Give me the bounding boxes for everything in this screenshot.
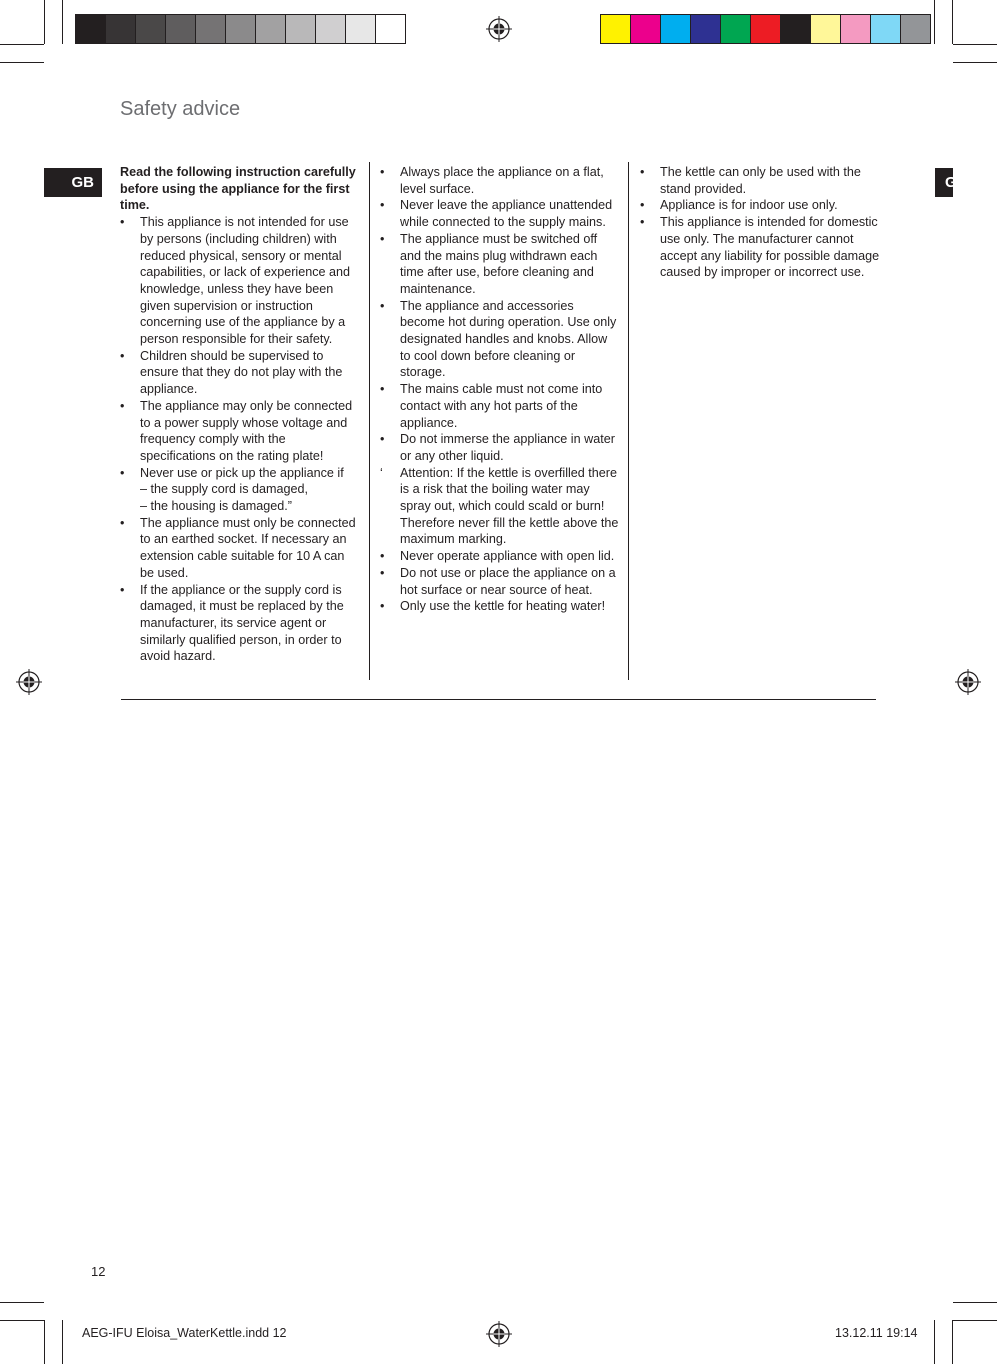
color-swatch xyxy=(76,15,106,43)
slug-file-info: AEG-IFU Eloisa_WaterKettle.indd 12 xyxy=(82,1326,287,1340)
list-item-text: Appliance is for indoor use only. xyxy=(660,198,838,213)
registration-mark-icon xyxy=(16,669,42,695)
grayscale-calibration-bar xyxy=(75,14,406,44)
registration-mark-icon xyxy=(955,669,981,695)
bullet-icon: • xyxy=(380,599,385,614)
list-item-text: The appliance and accessories become hot during operation. Use only designated handles and knobs. Allow to cool down before cleaning or storage. xyxy=(400,298,617,380)
bullet-icon: • xyxy=(380,231,385,246)
list-item xyxy=(640,197,880,214)
color-swatch xyxy=(316,15,346,43)
bullet-icon: • xyxy=(380,565,385,580)
language-tab-gb: GB xyxy=(44,168,102,197)
list-item xyxy=(120,214,360,348)
crop-mark xyxy=(0,62,44,63)
color-swatch xyxy=(871,15,901,43)
color-swatch xyxy=(721,15,751,43)
list-item xyxy=(120,465,360,515)
crop-mark xyxy=(934,0,935,44)
crop-mark xyxy=(953,1302,997,1303)
safety-list-1 xyxy=(120,214,360,665)
list-item-text: Attention: If the kettle is overfilled there is a risk that the boiling water may spray out, which could scald or burn! Therefore never fill the kettle above the maximum marking. xyxy=(400,465,619,547)
list-item-text: The kettle can only be used with the stand provided. xyxy=(660,165,861,196)
list-item xyxy=(120,582,360,666)
list-item-text: Always place the appliance on a flat, level surface. xyxy=(400,165,604,196)
color-swatch xyxy=(226,15,256,43)
color-swatch xyxy=(691,15,721,43)
crop-mark xyxy=(953,62,997,63)
list-item xyxy=(380,381,620,431)
bullet-icon: • xyxy=(380,165,385,179)
list-item-text: Children should be supervised to ensure that they do not play with the appliance. xyxy=(140,348,343,397)
color-swatch xyxy=(376,15,405,43)
color-swatch xyxy=(631,15,661,43)
color-swatch xyxy=(286,15,316,43)
color-calibration-bar xyxy=(600,14,931,44)
list-item-text: This appliance is not intended for use by persons (including children) with reduced physical, sensory or mental capabilities, or lack of experience and knowledge, unless they have been given supervision or instruction concerning use of the appliance by a person responsible for their safety. xyxy=(140,215,351,347)
list-item xyxy=(380,197,620,230)
list-item-text: Never operate appliance with open lid. xyxy=(400,549,615,564)
list-item xyxy=(380,231,620,298)
color-swatch xyxy=(781,15,811,43)
bullet-icon: • xyxy=(380,549,385,564)
crop-mark xyxy=(952,0,953,44)
safety-list-2 xyxy=(380,164,620,615)
list-item xyxy=(380,431,620,464)
safety-column-1 xyxy=(120,164,360,665)
bullet-icon: • xyxy=(120,215,125,230)
crop-mark xyxy=(62,0,63,44)
crop-mark xyxy=(44,1320,45,1364)
list-item-text: The appliance must only be connected to an earthed socket. If necessary an extension cable suitable for 10 A can be used. xyxy=(140,515,356,580)
list-item-text: The mains cable must not come into contact with any hot parts of the appliance. xyxy=(400,382,603,430)
bullet-icon: • xyxy=(380,382,385,397)
bullet-icon: • xyxy=(120,515,125,530)
color-swatch xyxy=(136,15,166,43)
bullet-icon: • xyxy=(640,165,645,179)
language-tab-next: G xyxy=(935,168,953,197)
column-divider xyxy=(628,162,629,680)
color-swatch xyxy=(841,15,871,43)
safety-list-3 xyxy=(640,164,880,281)
list-item xyxy=(380,164,620,197)
crop-mark xyxy=(44,0,45,44)
list-item xyxy=(640,214,880,281)
page-number: 12 xyxy=(91,1264,106,1279)
bullet-icon: ‘ xyxy=(380,465,383,480)
lead-instruction: Read the following instruction carefully before using the appliance for the first time. xyxy=(120,165,356,213)
list-item-text: Do not use or place the appliance on a hot surface or near source of heat. xyxy=(400,565,616,597)
list-item xyxy=(380,465,620,549)
bullet-icon: • xyxy=(120,348,125,363)
registration-mark-icon xyxy=(486,1321,512,1347)
bullet-icon: • xyxy=(640,198,645,213)
sub-item-text: – the supply cord is damaged, xyxy=(140,482,309,497)
list-item xyxy=(120,398,360,465)
list-item xyxy=(380,565,620,598)
list-item-text: This appliance is intended for domestic use only. The manufacturer cannot accept any liability for possible damage caused by improper or incorrect use. xyxy=(660,215,880,280)
list-item-text: Do not immerse the appliance in water or any other liquid. xyxy=(400,432,615,463)
list-item-text: The appliance may only be connected to a power supply whose voltage and frequency comply with the specifications on the rating plate! xyxy=(140,398,353,463)
color-swatch xyxy=(601,15,631,43)
sub-item-text: – the housing is damaged.” xyxy=(140,499,292,514)
crop-mark xyxy=(952,1320,953,1364)
safety-column-2 xyxy=(380,164,620,615)
list-item xyxy=(120,348,360,398)
list-item xyxy=(380,548,620,565)
bullet-icon: • xyxy=(380,298,385,313)
color-swatch xyxy=(811,15,841,43)
slug-date-info: 13.12.11 19:14 xyxy=(835,1326,918,1340)
page-title: Safety advice xyxy=(120,98,241,120)
color-swatch xyxy=(196,15,226,43)
color-swatch xyxy=(661,15,691,43)
list-item-text: The appliance must be switched off and the mains plug withdrawn each time after use, before cleaning and maintenance. xyxy=(400,231,598,296)
bullet-icon: • xyxy=(120,398,125,413)
list-item-text: Never use or pick up the appliance if xyxy=(140,465,344,480)
color-swatch xyxy=(901,15,930,43)
color-swatch xyxy=(751,15,781,43)
bullet-icon: • xyxy=(120,465,125,480)
bullet-icon: • xyxy=(120,582,125,597)
registration-mark-icon xyxy=(486,16,512,42)
bullet-icon: • xyxy=(380,198,385,213)
bullet-icon: • xyxy=(640,215,645,230)
list-item xyxy=(380,298,620,382)
list-item-text: Only use the kettle for heating water! xyxy=(400,599,606,614)
bullet-icon: • xyxy=(380,432,385,447)
list-item xyxy=(120,515,360,582)
color-swatch xyxy=(166,15,196,43)
crop-mark xyxy=(953,44,997,45)
color-swatch xyxy=(256,15,286,43)
crop-mark xyxy=(0,1320,44,1321)
crop-mark xyxy=(0,1302,44,1303)
color-swatch xyxy=(106,15,136,43)
color-swatch xyxy=(346,15,376,43)
column-divider xyxy=(369,162,370,680)
list-item xyxy=(380,598,620,615)
list-item-text: Never leave the appliance unattended while connected to the supply mains. xyxy=(400,198,613,230)
list-item-text: If the appliance or the supply cord is damaged, it must be replaced by the manufacturer, its service agent or similarly qualified person, in order to avoid hazard. xyxy=(140,582,344,664)
crop-mark xyxy=(934,1320,935,1364)
crop-mark xyxy=(953,1320,997,1321)
horizontal-rule xyxy=(121,699,876,700)
crop-mark xyxy=(62,1320,63,1364)
safety-column-3 xyxy=(640,164,880,281)
crop-mark xyxy=(0,44,44,45)
list-item xyxy=(640,164,880,197)
